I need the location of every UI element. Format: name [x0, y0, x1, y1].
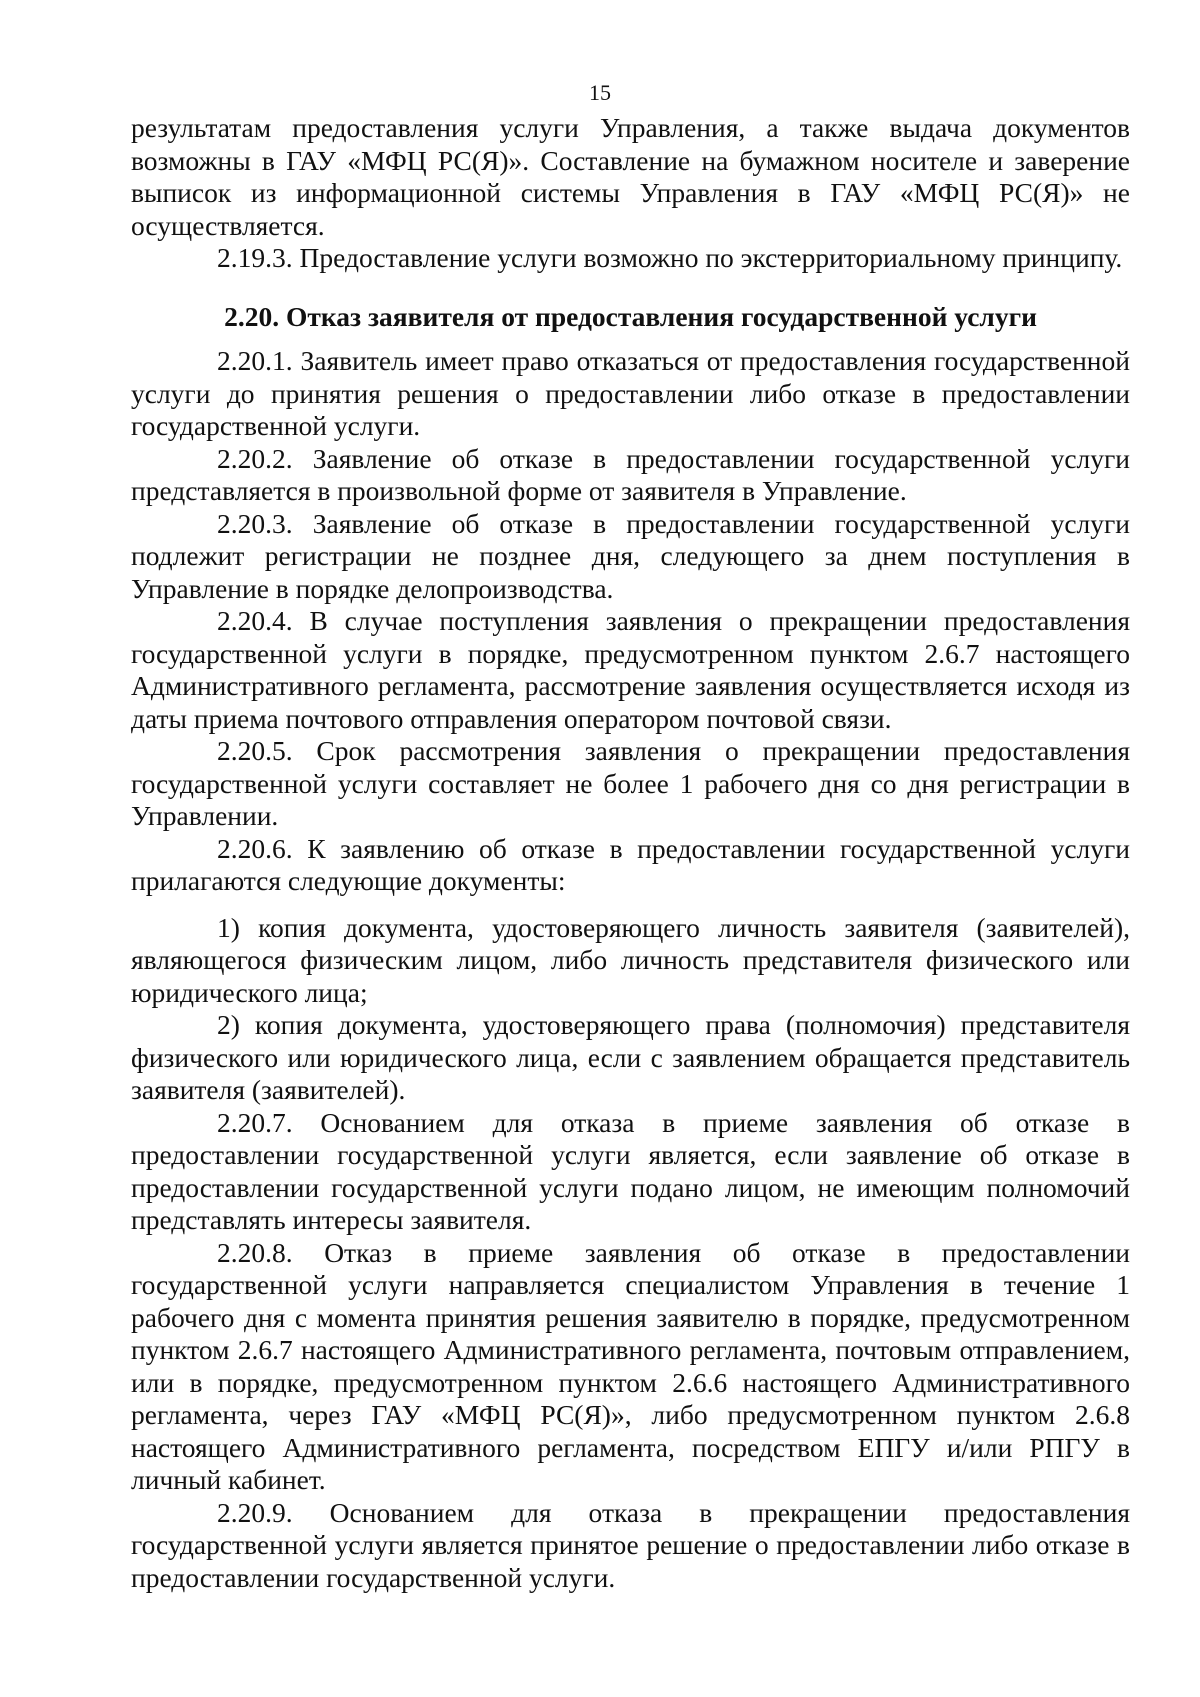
paragraph-2-20-7: 2.20.7. Основанием для отказа в приеме заявления об отказе в предоставлении государственной услуги является, если заявление об отказе в предоставлении государственной услуги подано лицом, не имеющим полномочий представлять интересы заявителя.	[131, 1106, 1130, 1235]
paragraph-2-20-5: 2.20.5. Срок рассмотрения заявления о прекращении предоставления государственной услуги составляет не более 1 рабочего дня со дня регистрации в Управлении.	[131, 735, 1130, 831]
page-content	[131, 112, 1130, 1594]
paragraph-2-20-9: 2.20.9. Основанием для отказа в прекращении предоставления государственной услуги является принятое решение о предоставлении либо отказе в предоставлении государственной услуги.	[131, 1496, 1130, 1593]
list-spacer	[131, 898, 1130, 912]
section-heading-2-20: 2.20. Отказ заявителя от предоставления государственной услуги	[224, 300, 1037, 332]
paragraph-2-19-3: 2.19.3. Предоставление услуги возможно по экстерриториальному принципу.	[217, 242, 1123, 273]
paragraph-2-20-1: 2.20.1. Заявитель имеет право отказаться от предоставления государственной услуги до принятия решения о предоставлении либо отказе в предоставлении государственной услуги.	[131, 345, 1130, 441]
paragraph-2-20-4: 2.20.4. В случае поступления заявления о прекращении предоставления государственной услуги в порядке, предусмотренном пунктом 2.6.7 настоящего Административного регламента, рассмотрение заявления осуществляется исходя из даты приема почтового отправления оператором почтовой связи.	[131, 605, 1130, 734]
paragraph-2-20-2: 2.20.2. Заявление об отказе в предоставлении государственной услуги представляется в произвольной форме от заявителя в Управление.	[131, 442, 1130, 506]
page-number: 15	[589, 80, 611, 105]
list-item-1: 1) копия документа, удостоверяющего личность заявителя (заявителей), являющегося физическим лицом, либо личность представителя физического или юридического лица;	[131, 911, 1130, 1008]
paragraph-2-20-6: 2.20.6. К заявлению об отказе в предоставлении государственной услуги прилагаются следующие документы:	[131, 832, 1130, 896]
paragraph-continuation: результатам предоставления услуги Управления, а также выдача документов возможны в ГАУ «МФЦ РС(Я)». Составление на бумажном носителе и заверение выписок из информационной системы Управления в ГАУ «МФЦ РС(Я)» не осуществляется.	[131, 112, 1130, 241]
paragraph-2-20-3: 2.20.3. Заявление об отказе в предоставлении государственной услуги подлежит регистрации не позднее дня, следующего за днем поступления в Управление в порядке делопроизводства.	[131, 507, 1130, 604]
paragraph-2-20-8: 2.20.8. Отказ в приеме заявления об отказе в предоставлении государственной услуги направляется специалистом Управления в течение 1 рабочего дня с момента принятия решения заявителю в порядке, предусмотренном пунктом 2.6.7 настоящего Административного регламента, почтовым отправлением, или в порядке, предусмотренном пунктом 2.6.6 настоящего Административного регламента, через ГАУ «МФЦ РС(Я)», либо предусмотренном пунктом 2.6.8 настоящего Административного регламента, посредством ЕПГУ и/или РПГУ в личный кабинет.	[131, 1236, 1130, 1495]
list-item-2: 2) копия документа, удостоверяющего права (полномочия) представителя физического или юридического лица, если с заявлением обращается представитель заявителя (заявителей).	[131, 1009, 1130, 1105]
